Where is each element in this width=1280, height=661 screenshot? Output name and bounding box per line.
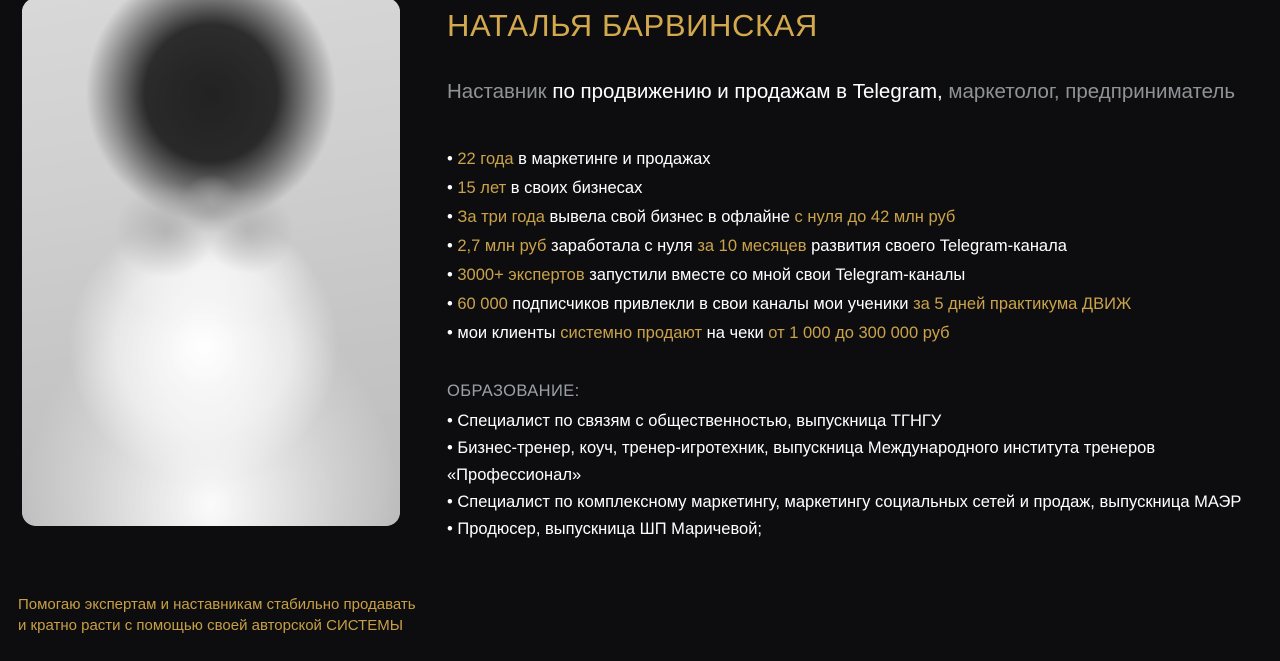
subtitle: [447, 77, 1267, 107]
achievement-text: подписчиков привлекли в свои каналы мои ученики: [507, 295, 914, 313]
education-item: • Специалист по комплексному маркетингу, маркетингу социальных сетей и продаж, выпускница МАЭР: [447, 493, 1242, 511]
achievement-item: [447, 261, 1267, 290]
achievement-text: в маркетинге и продажах: [513, 150, 711, 168]
education-title: ОБРАЗОВАНИЕ:: [447, 382, 580, 400]
education-list: [447, 408, 1267, 543]
achievement-highlight: от 1 000 до 300 000 руб: [768, 324, 950, 342]
achievement-item: [447, 145, 1267, 174]
achievement-item: [447, 319, 1267, 348]
achievements-list: [447, 145, 1267, 348]
bullet-marker: •: [447, 324, 458, 342]
bullet-marker: •: [447, 150, 458, 168]
achievement-text: развития своего Telegram-канала: [806, 237, 1067, 255]
portrait-photo-image: [22, 0, 400, 526]
bullet-marker: •: [447, 237, 458, 255]
subtitle-lead: Наставник: [447, 80, 547, 103]
achievement-text: на чеки: [702, 324, 769, 342]
subtitle-tail: маркетолог, предприниматель: [948, 80, 1236, 103]
bullet-marker: •: [447, 208, 458, 226]
education-item: • Продюсер, выпускница ШП Маричевой;: [447, 520, 763, 538]
portrait-photo: [22, 0, 400, 526]
bullet-marker: •: [447, 295, 458, 313]
achievement-highlight: 15 лет: [457, 179, 507, 197]
achievement-highlight: 3000+ экспертов: [457, 266, 585, 284]
page-title: НАТАЛЬЯ БАРВИНСКАЯ: [447, 8, 818, 43]
bullet-marker: •: [447, 179, 458, 197]
achievement-text: вывела свой бизнес в офлайне: [544, 208, 795, 226]
achievement-highlight: За три года: [457, 208, 545, 226]
achievement-item: [447, 174, 1267, 203]
footnote: Помогаю экспертам и наставникам стабильно продавать и кратно расти с помощью своей авторской СИСТЕМЫ: [18, 596, 416, 634]
achievement-text: в своих бизнесах: [506, 179, 643, 197]
achievement-text: запустили вместе со мной свои Telegram-каналы: [584, 266, 966, 284]
achievement-highlight: 22 года: [457, 150, 514, 168]
achievement-highlight: за 10 месяцев: [697, 237, 807, 255]
achievement-highlight: с нуля до 42 млн руб: [794, 208, 956, 226]
achievement-highlight: 2,7 млн руб: [457, 237, 547, 255]
achievement-item: [447, 290, 1267, 319]
content-column: [447, 0, 1267, 543]
achievement-highlight: системно продают: [560, 324, 703, 342]
achievement-highlight: за 5 дней практикума ДВИЖ: [913, 295, 1132, 313]
education-item: • Бизнес-тренер, коуч, тренер-игротехник, выпускница Международного института тренеров «Профессионал»: [447, 439, 1156, 484]
achievement-item: [447, 232, 1267, 261]
education-item: • Специалист по связям с общественностью, выпускница ТГНГУ: [447, 412, 942, 430]
achievement-text: мои клиенты: [457, 324, 561, 342]
bullet-marker: •: [447, 266, 458, 284]
achievement-text: заработала с нуля: [546, 237, 698, 255]
achievement-item: [447, 203, 1267, 232]
achievement-highlight: 60 000: [457, 295, 508, 313]
subtitle-main: по продвижению и продажам в Telegram,: [546, 80, 949, 103]
